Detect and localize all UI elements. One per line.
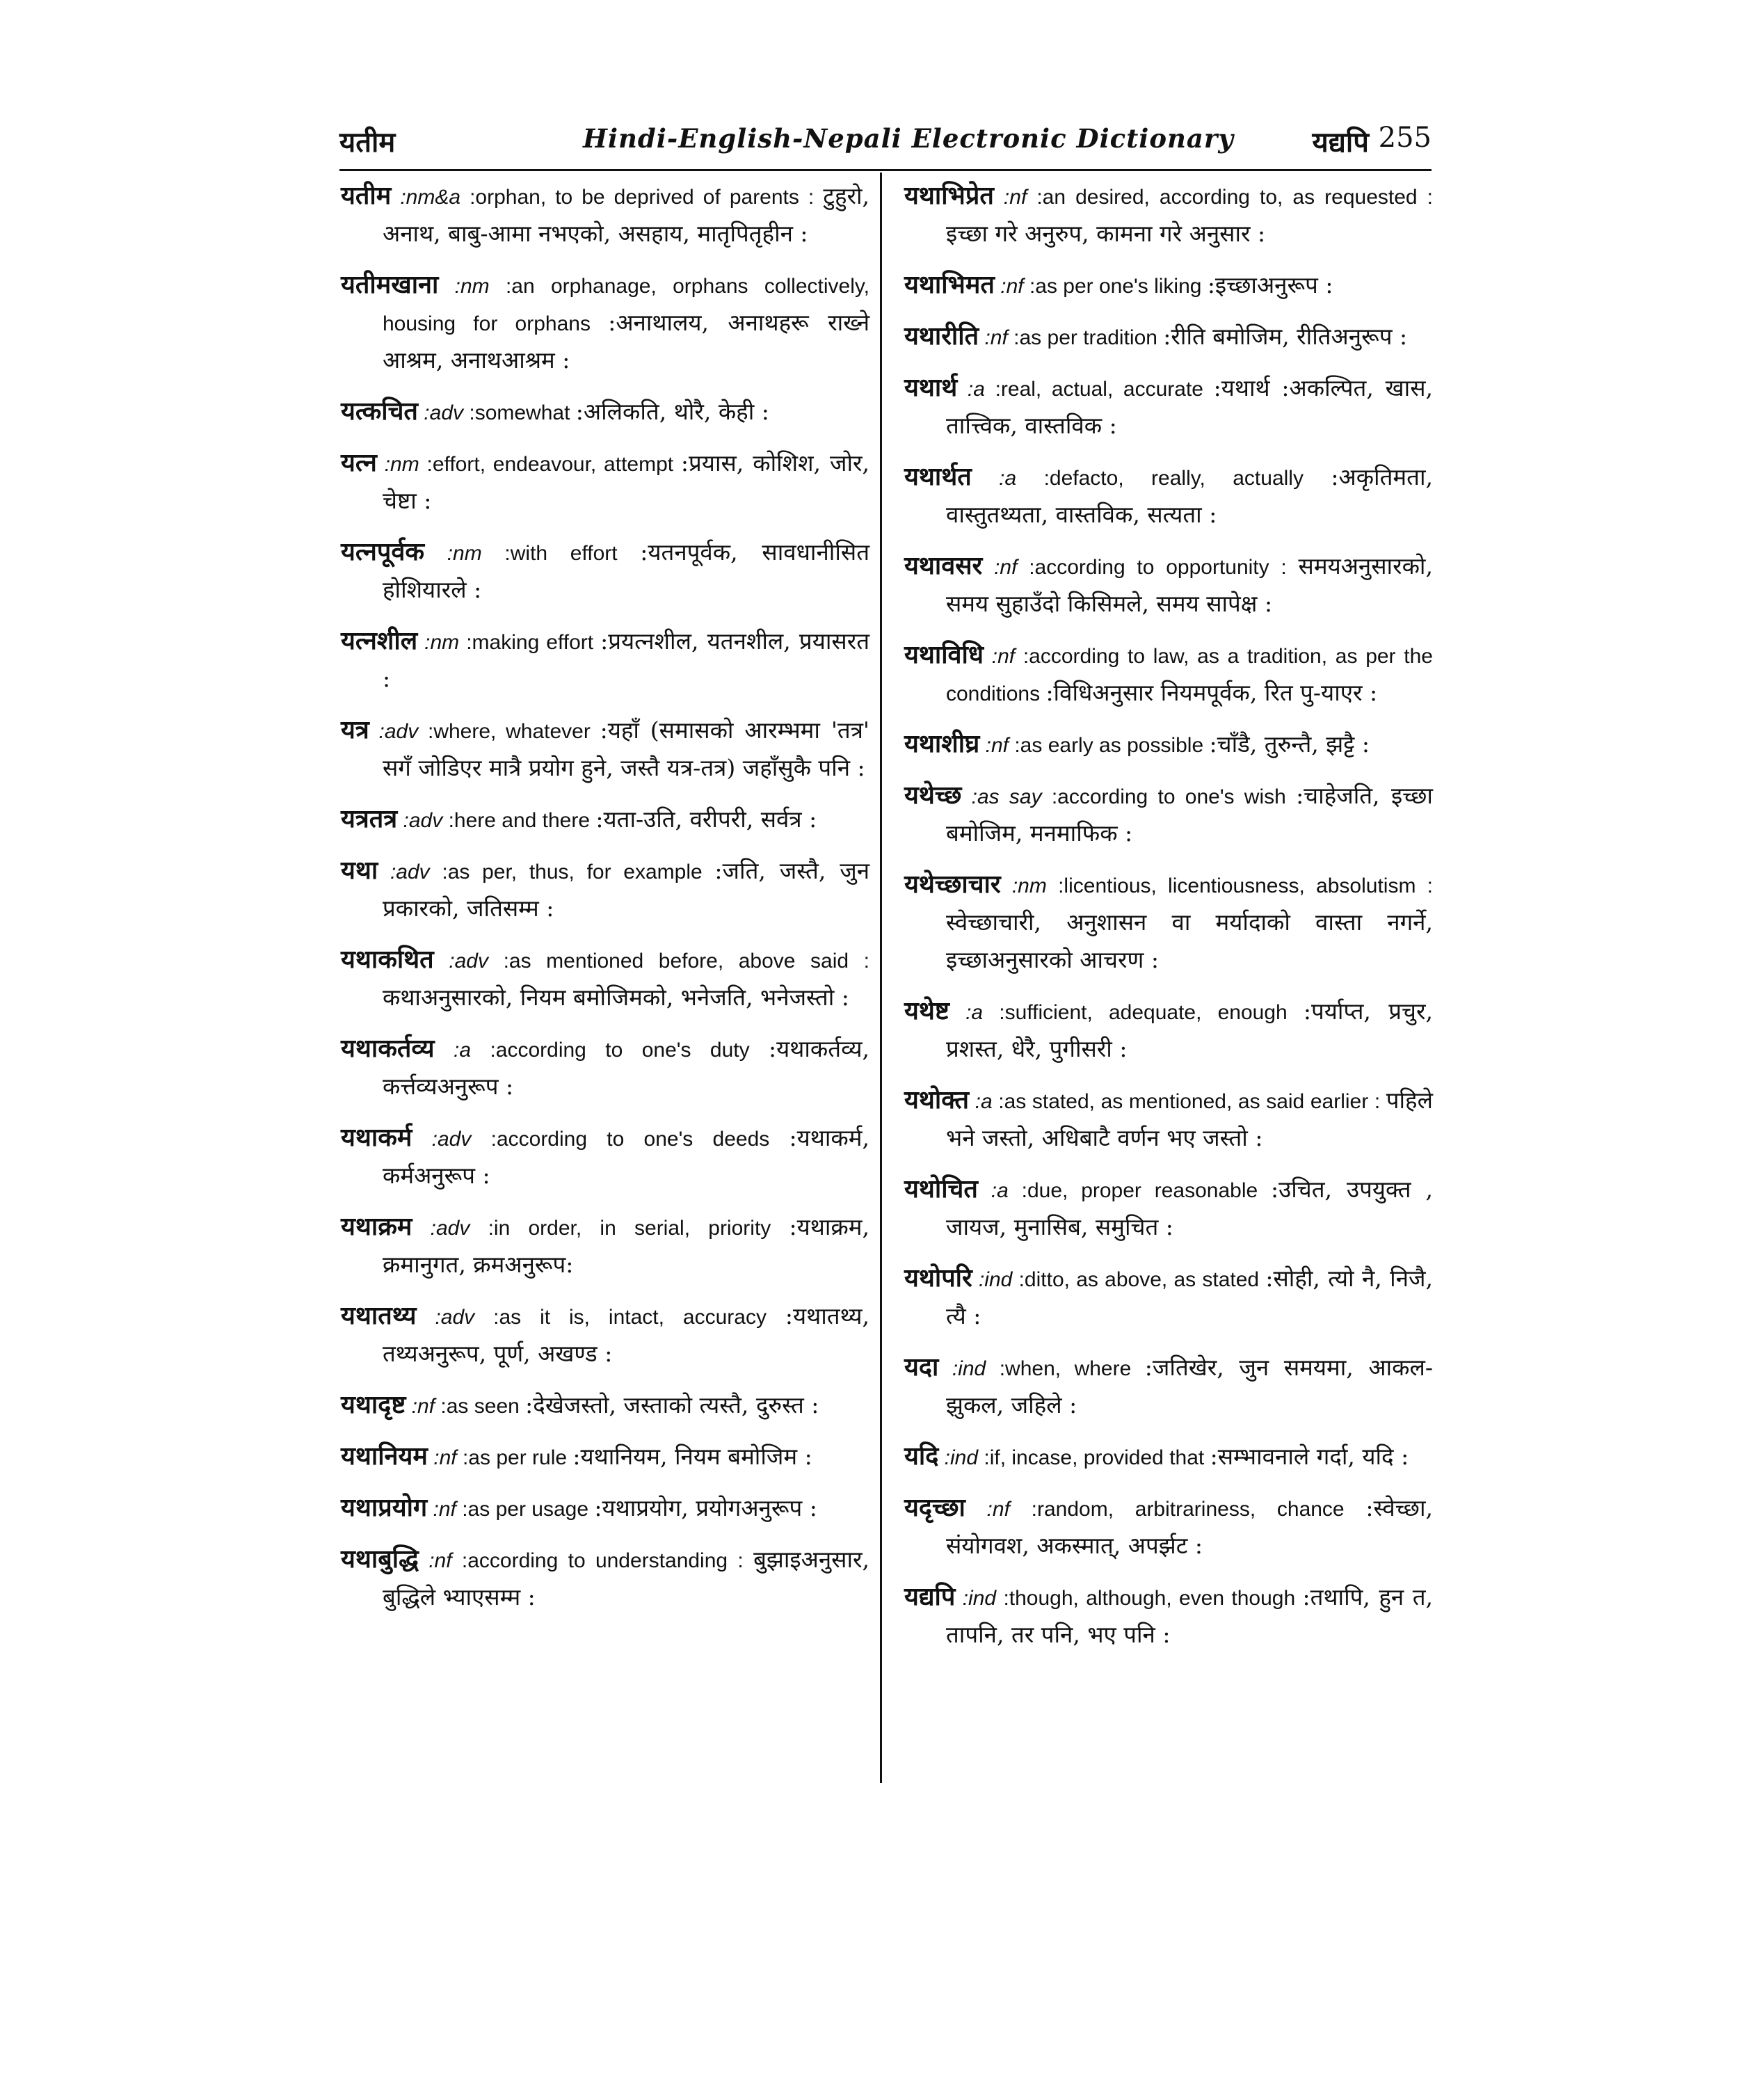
part-of-speech: :nf (411, 1395, 435, 1418)
english-definition: :according to one's wish (1051, 785, 1286, 808)
english-definition: :with effort (504, 542, 618, 565)
headword: यथाप्रयोग (341, 1493, 428, 1522)
nepali-definition: :यता-उति, वरीपरी, सर्वत्र : (595, 806, 817, 833)
nepali-definition: :यथाकर्म, कर्मअनुरूप : (383, 1124, 869, 1189)
part-of-speech: :a (965, 1001, 984, 1024)
headword: यथोचित (904, 1174, 978, 1204)
headword: यथादृष्ट (341, 1390, 406, 1419)
headword: यत्रतत्र (341, 804, 398, 833)
headword: यथाक्रम (341, 1212, 412, 1241)
part-of-speech: :nf (991, 645, 1016, 668)
nepali-definition: :चाँडै, तुरुन्तै, झट्टै : (1209, 730, 1370, 758)
headword: यथावसर (904, 551, 983, 580)
headword: यदि (904, 1441, 939, 1471)
part-of-speech: :nf (428, 1549, 452, 1572)
header-last-headword: यद्यपि (1312, 126, 1369, 159)
header-rule (339, 169, 1432, 171)
nepali-definition: :यथानियम, नियम बमोजिम : (572, 1443, 812, 1470)
english-definition: :as per, thus, for example (442, 861, 703, 883)
part-of-speech: :nf (433, 1498, 456, 1521)
nepali-definition: :जतिखेर, जुन समयमा, आकल-झुकल, जहिले : (946, 1354, 1434, 1418)
part-of-speech: :nm&a (400, 186, 461, 209)
nepali-definition: :यथातथ्य, तथ्यअनुरूप, पूर्ण, अखण्ड : (383, 1302, 869, 1367)
part-of-speech: :adv (431, 1128, 472, 1151)
english-definition: :if, incase, provided that (984, 1446, 1205, 1469)
english-definition: :orphan, to be deprived of parents : (470, 186, 815, 209)
english-definition: :as per usage (462, 1498, 589, 1521)
english-definition: :making effort (466, 631, 594, 654)
english-definition: :according to opportunity : (1029, 556, 1287, 579)
part-of-speech: :nf (994, 556, 1018, 579)
dictionary-entry (904, 266, 1433, 305)
part-of-speech: :ind (952, 1357, 986, 1380)
part-of-speech: :a (999, 467, 1017, 490)
dictionary-entry (341, 1541, 869, 1617)
headword: यथाबुद्धि (341, 1544, 419, 1574)
part-of-speech: :adv (430, 1217, 470, 1240)
headword: यथाभिमत (904, 270, 995, 299)
part-of-speech: :adv (378, 720, 419, 743)
part-of-speech: :ind (944, 1446, 979, 1469)
dictionary-entry (341, 623, 869, 698)
english-definition: :as per one's liking (1029, 275, 1202, 298)
english-definition: :as mentioned before, above said : (503, 950, 869, 973)
dictionary-entry (904, 1578, 1433, 1654)
part-of-speech: :a (991, 1179, 1009, 1202)
english-definition: :defacto, really, actually (1043, 467, 1304, 490)
english-definition: :real, actual, accurate (995, 378, 1203, 401)
headword: यतीमखाना (341, 270, 439, 299)
nepali-definition: :प्रयत्नशील, यतनशील, प्रयासरत : (383, 627, 870, 692)
nepali-definition: :चाहेजति, इच्छा बमोजिम, मनमाफिक : (946, 782, 1433, 847)
english-definition: :here and there (448, 809, 591, 832)
english-definition: :according to one's duty (490, 1039, 750, 1062)
dictionary-entry (341, 445, 869, 520)
dictionary-entry (341, 1386, 869, 1425)
headword: यदा (904, 1352, 939, 1382)
nepali-definition: :यथाप्रयोग, प्रयोगअनुरूप : (594, 1494, 817, 1521)
dictionary-entry (904, 458, 1433, 534)
nepali-definition: :जति, जस्तै, जुन प्रकारको, जतिसम्म : (383, 857, 870, 922)
english-definition: :as stated, as mentioned, as said earlier : (998, 1090, 1381, 1113)
dictionary-entry (341, 534, 869, 609)
part-of-speech: :a (454, 1039, 472, 1062)
part-of-speech: :nf (1003, 186, 1027, 209)
english-definition: :where, whatever (427, 720, 591, 743)
part-of-speech: :nm (384, 453, 419, 476)
english-definition: :according to understanding : (461, 1549, 744, 1572)
dictionary-entry (904, 637, 1433, 712)
right-column (904, 177, 1433, 1668)
page-header (339, 115, 1432, 163)
page-number: 255 (1378, 122, 1432, 154)
dictionary-entry (904, 993, 1433, 1069)
dictionary-entry (904, 866, 1433, 979)
nepali-definition: :पर्याप्त, प्रचुर, प्रशस्त, धेरै, पुगीसरी : (946, 998, 1433, 1062)
dictionary-entry (341, 1208, 869, 1284)
dictionary-entry (904, 547, 1433, 623)
part-of-speech: :a (975, 1090, 993, 1113)
dictionary-entry (904, 1349, 1433, 1425)
english-definition: :in order, in serial, priority (488, 1217, 771, 1240)
nepali-definition: :स्वेच्छा, संयोगवश, अकस्मात्, अपर्झट : (946, 1494, 1433, 1559)
nepali-definition: बुझाइअनुसार, बुद्धिले भ्याएसम्म : (383, 1546, 869, 1610)
dictionary-entry (904, 1082, 1433, 1158)
headword: यथाकथित (341, 945, 434, 974)
english-definition: :as per tradition (1013, 326, 1157, 349)
dictionary-entry (341, 177, 869, 253)
part-of-speech: :nm (447, 542, 482, 565)
part-of-speech: :nf (986, 1498, 1010, 1521)
dictionary-entry (904, 369, 1433, 445)
part-of-speech: :ind (978, 1268, 1013, 1291)
left-column (341, 177, 869, 1630)
nepali-definition: :यथाकर्तव्य, कर्त्तव्यअनुरूप : (383, 1035, 869, 1100)
headword: यथोक्त (904, 1085, 970, 1114)
nepali-definition: :यतनपूर्वक, सावधानीसित होशियारले : (383, 538, 870, 603)
english-definition: :according to one's deeds (490, 1128, 770, 1151)
headword: यथा (341, 856, 378, 885)
headword: यत्नपूर्वक (341, 537, 425, 566)
english-definition: :sufficient, adequate, enough (999, 1001, 1288, 1024)
nepali-definition: :सम्भावनाले गर्दा, यदि : (1210, 1443, 1409, 1470)
english-definition: :licentious, licentiousness, absolutism : (1058, 874, 1434, 897)
nepali-definition: :सोही, त्यो नै, निजै, त्यै : (946, 1265, 1433, 1329)
english-definition: :somewhat (469, 401, 570, 424)
part-of-speech: :adv (424, 401, 464, 424)
nepali-definition: :अनाथालय, अनाथहरू राख्ने आश्रम, अनाथआश्रम : (383, 309, 870, 374)
header-first-headword: यतीम (339, 126, 396, 159)
dictionary-entry (341, 266, 869, 380)
nepali-definition: समयअनुसारको, समय सुहाउँदो किसिमले, समय सापेक्ष : (946, 552, 1433, 617)
headword: यथाकर्म (341, 1123, 412, 1152)
dictionary-entry (341, 712, 869, 787)
part-of-speech: :nf (433, 1446, 457, 1469)
dictionary-entry (341, 1438, 869, 1476)
nepali-definition: :देखेजस्तो, जस्ताको त्यस्तै, दुरुस्त : (525, 1391, 819, 1418)
part-of-speech: :nm (424, 631, 460, 654)
nepali-definition: :विधिअनुसार नियमपूर्वक, रित पु-याएर : (1045, 679, 1378, 706)
part-of-speech: :a (967, 378, 985, 401)
english-definition: :as seen (440, 1395, 520, 1418)
dictionary-entry (904, 1260, 1433, 1336)
part-of-speech: :ind (962, 1587, 997, 1610)
english-definition: :an orphanage, orphans collectively, housing for orphans (383, 275, 869, 335)
dictionary-entry (904, 1171, 1433, 1247)
dictionary-entry (904, 1489, 1433, 1565)
english-definition: :though, although, even though (1003, 1587, 1296, 1610)
headword: यथोपरि (904, 1263, 972, 1293)
headword: यत्कचित (341, 397, 418, 426)
nepali-definition: :प्रयास, कोशिश, जोर, चेष्टा : (383, 449, 869, 514)
english-definition: :random, arbitrariness, chance (1031, 1498, 1345, 1521)
dictionary-entry (341, 852, 869, 928)
nepali-definition: पहिले भने जस्तो, अधिबाटै वर्णन भए जस्तो : (946, 1087, 1433, 1151)
english-definition: :ditto, as above, as stated (1018, 1268, 1260, 1291)
headword: यथानियम (341, 1441, 428, 1471)
dictionary-entry (341, 801, 869, 839)
headword: यथेच्छाचार (904, 870, 1001, 899)
part-of-speech: :adv (435, 1306, 475, 1329)
dictionary-entry (341, 1297, 869, 1373)
dictionary-entry (341, 1030, 869, 1106)
dictionary-entry (341, 393, 869, 431)
part-of-speech: :nf (984, 326, 1008, 349)
nepali-definition: स्वेच्छाचारी, अनुशासन वा मर्यादाको वास्ता नगर्ने, इच्छाअनुसारको आचरण : (946, 909, 1433, 973)
nepali-definition: :इच्छाअनुरूप : (1207, 271, 1333, 298)
headword: यथाभिप्रेत (904, 181, 994, 210)
headword: यद्यपि (904, 1582, 956, 1611)
headword: यत्नशील (341, 626, 418, 655)
dictionary-entry (904, 726, 1433, 764)
nepali-definition: :रीति बमोजिम, रीतिअनुरूप : (1163, 323, 1408, 350)
headword: यथातथ्य (341, 1301, 417, 1330)
headword: यथारीति (904, 321, 979, 351)
dictionary-entry (341, 1489, 869, 1528)
headword: यदृच्छा (904, 1493, 965, 1522)
part-of-speech: :adv (449, 950, 488, 973)
part-of-speech: :nf (985, 734, 1009, 757)
dictionary-entry (904, 1438, 1433, 1476)
headword: यथाकर्तव्य (341, 1034, 435, 1063)
headword: यथाविधि (904, 640, 984, 669)
headword: यथार्थत (904, 462, 972, 491)
headword: यथाशीघ्र (904, 729, 980, 758)
nepali-definition: :यहाँ (समासको आरम्भमा 'तत्र' सगँ जोडिएर मात्रै प्रयोग हुने, जस्तै यत्र-तत्र) जहाँसुकै पनि : (383, 717, 870, 781)
english-definition: :due, proper reasonable (1021, 1179, 1258, 1202)
headword: यथेच्छ (904, 781, 962, 810)
english-definition: :effort, endeavour, attempt (426, 453, 674, 476)
english-definition: :as early as possible (1014, 734, 1204, 757)
part-of-speech: :nf (1000, 275, 1024, 298)
column-divider (880, 173, 882, 1783)
headword: यथार्थ (904, 373, 958, 402)
english-definition: :an desired, according to, as requested : (1036, 186, 1433, 209)
english-definition: :as per rule (462, 1446, 568, 1469)
dictionary-entry (904, 777, 1433, 853)
nepali-definition: टुहुरो, अनाथ, बाबु-आमा नभएको, असहाय, मातृपितृहीन : (383, 182, 870, 247)
part-of-speech: :as say (971, 785, 1042, 808)
dictionary-entry (341, 941, 869, 1017)
part-of-speech: :adv (403, 809, 443, 832)
english-definition: :when, where (999, 1357, 1132, 1380)
nepali-definition: :अलिकति, थोरै, केही : (575, 398, 769, 425)
nepali-definition: :उचित, उपयुक्त , जायज, मुनासिब, समुचित : (946, 1176, 1433, 1240)
part-of-speech: :nm (454, 275, 490, 298)
headword: यत्र (341, 715, 369, 744)
dictionary-entry (341, 1119, 869, 1195)
part-of-speech: :nm (1011, 874, 1047, 897)
english-definition: :according to law, as a tradition, as per the conditions (946, 645, 1433, 705)
nepali-definition: कथाअनुसारको, नियम बमोजिमको, भनेजति, भनेजस्तो : (383, 984, 849, 1011)
nepali-definition: :तथापि, हुन त, तापनि, तर पनि, भए पनि : (946, 1583, 1434, 1648)
nepali-definition: :यथाक्रम, क्रमानुगत, क्रमअनुरूप: (383, 1213, 869, 1278)
dictionary-title: Hindi-English-Nepali Electronic Dictionary (583, 123, 1234, 154)
headword: यतीम (341, 181, 392, 210)
english-definition: :as it is, intact, accuracy (493, 1306, 767, 1329)
dictionary-entry (904, 177, 1433, 253)
headword: यत्न (341, 448, 377, 477)
nepali-definition: इच्छा गरे अनुरुप, कामना गरे अनुसार : (946, 220, 1266, 247)
nepali-definition: :यथार्थ :अकल्पित, खास, तात्त्विक, वास्तविक : (946, 374, 1433, 439)
nepali-definition: :अकृतिमता, वास्तुतथ्यता, वास्तविक, सत्यता : (946, 463, 1433, 528)
headword: यथेष्ट (904, 996, 949, 1025)
part-of-speech: :adv (390, 861, 430, 883)
dictionary-entry (904, 318, 1433, 356)
